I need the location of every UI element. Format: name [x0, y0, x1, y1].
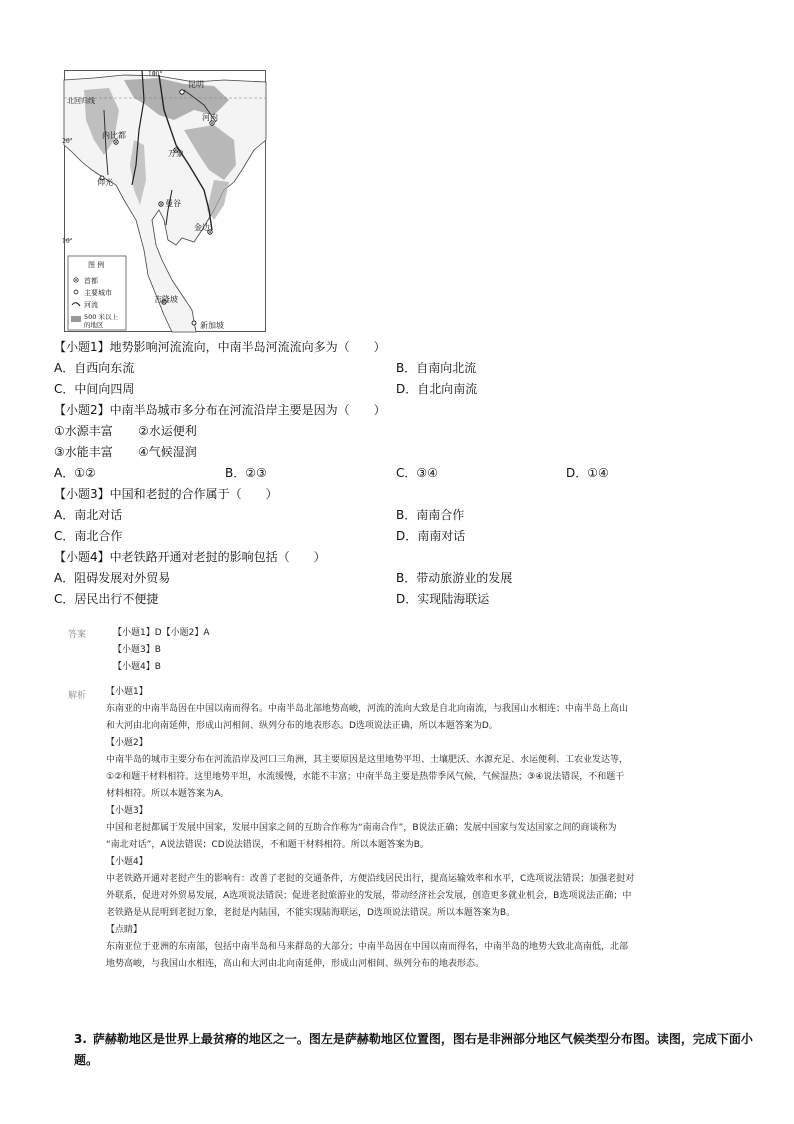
analysis-label: 解析 — [68, 691, 87, 701]
analysis-line: 外联系，促进对外贸易发展，A选项说法错误；促进老挝旅游业的发展，带动经济社会发展，创造更多就业机会，B选项说法正确；中 — [106, 891, 632, 901]
question-1-option-d: D．自北向南流 — [396, 382, 478, 396]
question-2-stem: 【小题2】中南半岛城市多分布在河流沿岸主要是因为（ ） — [54, 403, 386, 417]
question-2-option-b: B．②③ — [225, 466, 267, 480]
map-place-label: 北回归线 — [67, 97, 95, 105]
question-number: 3. — [74, 1032, 87, 1046]
analysis-line: 和大河由北向南延伸，形成山河相间、纵列分布的地表形态。D选项说法正确，所以本题答案为D。 — [106, 721, 498, 731]
question-1-option-b: B．自南向北流 — [396, 361, 477, 375]
map-place-label: 内比都 — [102, 131, 126, 140]
legend-title: 图 例 — [88, 261, 105, 269]
question-4-option-a: A．阻碍发展对外贸易 — [54, 571, 171, 585]
map-place-label: 新加坡 — [200, 321, 224, 330]
question-1-stem: 【小题1】地势影响河流流向，中南半岛河流流向多为（ ） — [54, 340, 386, 354]
question-4-option-b: B．带动旅游业的发展 — [396, 571, 513, 585]
map-lat-label: 20° — [62, 138, 73, 145]
question-2-statement: ③水能丰富 — [54, 445, 113, 459]
analysis-line: 【小题2】 — [106, 738, 148, 748]
map-place-label: 金边 — [194, 223, 210, 232]
answer-line: 【小题1】D【小题2】A — [113, 628, 210, 638]
analysis-line: 【小题3】 — [106, 806, 148, 816]
analysis-line: 【小题4】 — [106, 857, 148, 867]
question-3-intro — [74, 1029, 764, 1071]
answer-line: 【小题4】B — [113, 662, 161, 672]
analysis-line: 东南亚的中南半岛因在中国以南而得名。中南半岛北部地势高峻，河流的流向大致是自北向南流，与我国山水相连；中南半岛上高山 — [106, 704, 629, 714]
question-3-stem: 【小题3】中国和老挝的合作属于（ ） — [54, 487, 278, 501]
analysis-line: 地势高峻，与我国山水相连，高山和大河由北向南延伸，形成山河相间、纵列分布的地表形态。 — [106, 959, 485, 969]
analysis-line: 材料相符。所以本题答案为A。 — [106, 789, 230, 799]
analysis-line: 东南亚位于亚洲的东南部，包括中南半岛和马来群岛的大部分；中南半岛因在中国以南而得名，中南半岛的地势大致北高南低，北部 — [106, 942, 629, 952]
map-place-label: 曼谷 — [165, 199, 181, 208]
question-3-option-d: D．南南对话 — [396, 529, 466, 543]
analysis-line: 【点睛】 — [106, 925, 143, 935]
question-3-option-a: A．南北对话 — [54, 508, 123, 522]
map-lat-label: 10° — [62, 238, 73, 245]
question-text: 萨赫勒地区是世界上最贫瘠的地区之一。图左是萨赫勒地区位置图，图右是非洲部分地区气候类型分布图。读图，完成下面小题。 — [74, 1032, 753, 1067]
question-4-option-c: C．居民出行不便捷 — [54, 592, 159, 606]
legend-item: 首都 — [84, 277, 98, 285]
analysis-line: 老铁路是从昆明到老挝万象，老挝是内陆国，不能实现陆海联运，D选项说法错误。所以本题答案为B。 — [106, 908, 516, 918]
answer-label: 答案 — [68, 630, 87, 640]
legend-item: 500 米以上 — [84, 313, 118, 321]
analysis-line: 中国和老挝都属于发展中国家，发展中国家之间的互助合作称为“南南合作”，B说法正确；发展中国家与发达国家之间的商谈称为 — [106, 823, 617, 833]
map-place-label: 昆明 — [188, 80, 204, 89]
map-place-label: 吉隆坡 — [154, 295, 178, 304]
question-2-statement: ①水源丰富 — [54, 424, 113, 438]
southeast-asia-map — [64, 70, 266, 332]
map-place-label: 河内 — [202, 113, 218, 122]
analysis-text — [106, 684, 726, 973]
analysis-line: 【小题1】 — [106, 687, 148, 697]
map-place-label: 仰光 — [97, 178, 113, 187]
question-1-option-c: C．中间向四周 — [54, 382, 135, 396]
map-place-label: 万象 — [168, 149, 184, 158]
question-3-option-b: B．南南合作 — [396, 508, 465, 522]
analysis-line: 中南半岛的城市主要分布在河流沿岸及河口三角洲，其主要原因是这里地势平坦、土壤肥沃、水源充足、水运便利、工农业发达等， — [106, 755, 629, 765]
legend-item: 主要城市 — [84, 289, 112, 297]
map-lon-label: 100° — [148, 71, 163, 78]
answer-line: 【小题3】B — [113, 645, 161, 655]
question-4-option-d: D．实现陆海联运 — [396, 592, 490, 606]
question-2-option-d: D．①④ — [566, 466, 609, 480]
analysis-line: 中老铁路开通对老挝产生的影响有：改善了老挝的交通条件，方便沿线居民出行，提高运输效率和水平，C选项说法错误；加强老挝对 — [106, 874, 635, 884]
question-1-option-a: A．自西向东流 — [54, 361, 135, 375]
analysis-line: “南北对话”，A说法错误；CD说法错误，不和题干材料相符。所以本题答案为B。 — [106, 840, 429, 850]
legend-item: 河流 — [84, 301, 98, 309]
question-3-option-c: C．南北合作 — [54, 529, 123, 543]
legend-item: 的地区 — [84, 321, 104, 329]
question-2-statement: ②水运便利 — [138, 424, 197, 438]
question-2-option-a: A．①② — [54, 466, 96, 480]
analysis-line: ①②和题干材料相符。这里地势平坦，水流缓慢，水能不丰富；中南半岛主要是热带季风气候，气候湿热；③④说法错误，不和题干 — [106, 772, 625, 782]
question-2-statement: ④气候湿润 — [138, 445, 197, 459]
question-2-option-c: C．③④ — [396, 466, 438, 480]
question-4-stem: 【小题4】中老铁路开通对老挝的影响包括（ ） — [54, 550, 326, 564]
